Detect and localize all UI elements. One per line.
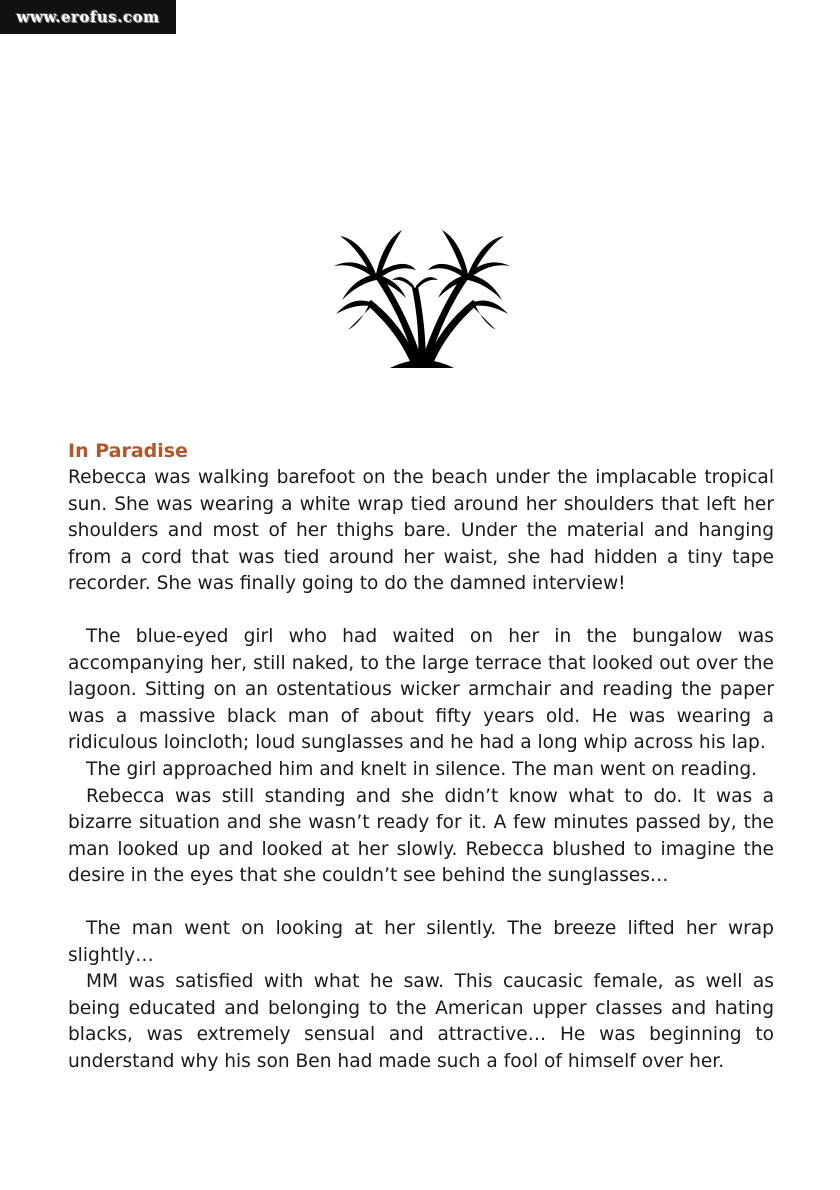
- watermark-logo: www.erofus.com: [0, 0, 176, 34]
- paragraph-2: The blue-eyed girl who had waited on her in the bungalow was accompanying her, still naked, to the large terrace that looked out over the lagoon. Sitting on an ostentatious wicker armchair and reading the paper was a massive black man of about fifty years old. He was wearing a ridiculous loincloth; loud sunglasses and he had a long whip across his lap.: [68, 625, 774, 754]
- paragraph-4: Rebecca was still standing and she didn’t know what to do. It was a bizarre situation and she wasn’t ready for it. A few minutes passed by, the man looked up and looked at her slowly. Rebecca blushed to imagine the desire in the eyes that she couldn’t see behind the sunglasses…: [68, 785, 774, 887]
- palm-trees-icon: [332, 226, 512, 376]
- paragraph-5: The man went on looking at her silently. The breeze lifted her wrap slightly…: [68, 917, 774, 966]
- story-section: [68, 438, 774, 1075]
- paragraph-1: Rebecca was walking barefoot on the beach under the implacable tropical sun. She was wearing a white wrap tied around her shoulders that left her shoulders and most of her thighs bare. Under the material and hanging from a cord that was tied around her waist, she had hidden a tiny tape recorder. She was finally going to do the damned interview!: [68, 467, 774, 595]
- story-title: In Paradise: [68, 440, 188, 462]
- paragraph-3: The girl approached him and knelt in silence. The man went on reading.: [86, 758, 758, 780]
- paragraph-6: MM was satisfied with what he saw. This caucasic female, as well as being educated and belonging to the American upper classes and hating blacks, was extremely sensual and attractive… He was beginning to understand why his son Ben had made such a fool of himself over her.: [68, 971, 774, 1072]
